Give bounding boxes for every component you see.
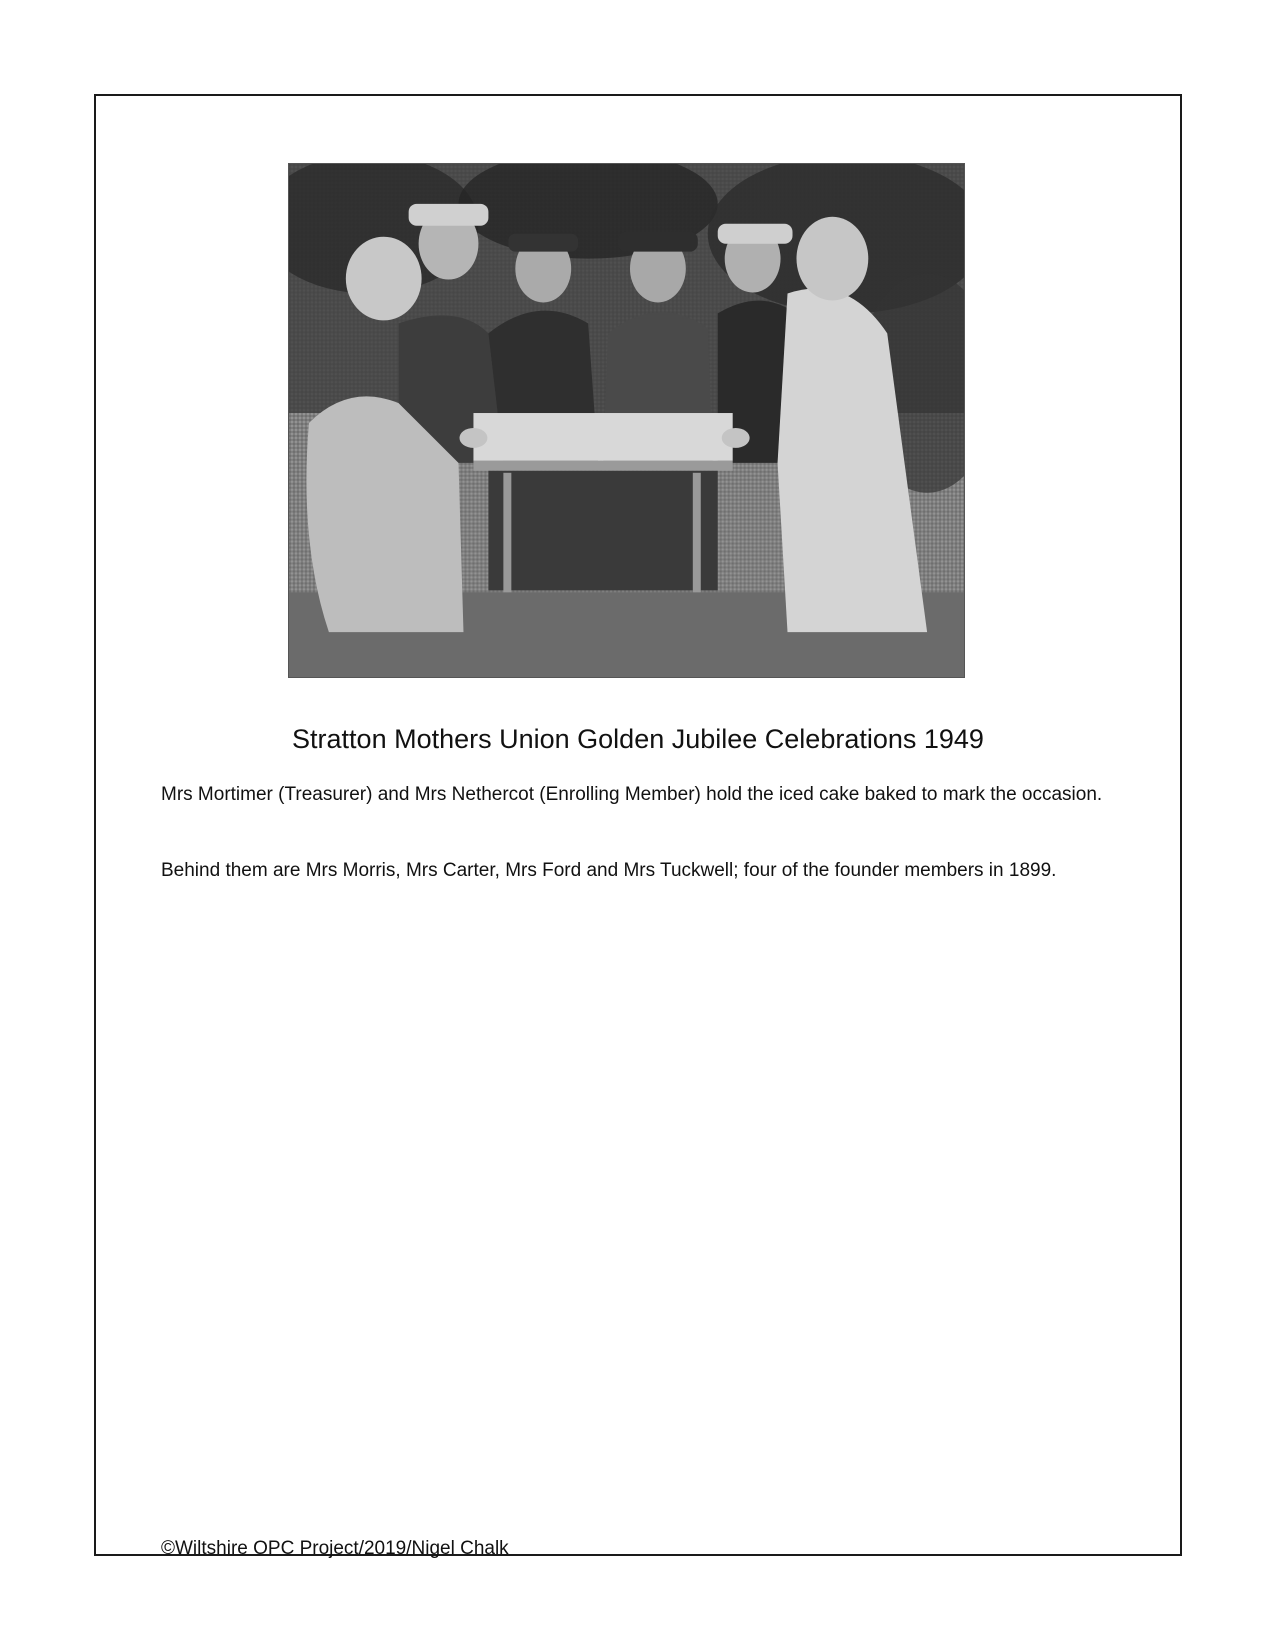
- caption-paragraph-2: Behind them are Mrs Morris, Mrs Carter, Mrs Ford and Mrs Tuckwell; four of the founder members in 1899.: [161, 860, 1057, 881]
- caption-paragraph-1: Mrs Mortimer (Treasurer) and Mrs Nethercot (Enrolling Member) hold the iced cake baked to mark the occasion.: [161, 784, 1103, 805]
- copyright-footer: ©Wiltshire OPC Project/2019/Nigel Chalk: [161, 1538, 509, 1559]
- photograph-icon: [289, 164, 964, 677]
- historic-group-photograph: [288, 163, 965, 678]
- page-title: Stratton Mothers Union Golden Jubilee Celebrations 1949: [292, 724, 984, 754]
